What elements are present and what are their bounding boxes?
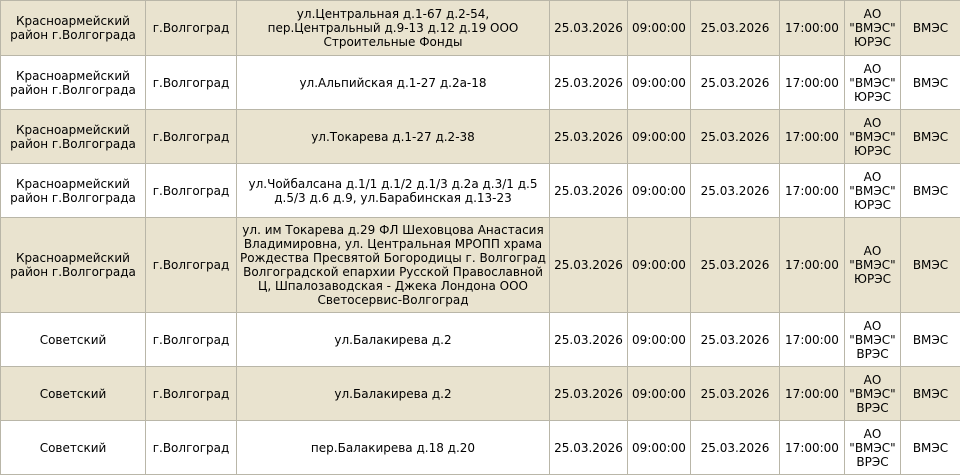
end-date-cell: 25.03.2026 [691, 110, 780, 164]
end-date-cell: 25.03.2026 [691, 218, 780, 313]
org-cell: АО "ВМЭС" ЮРЭС [845, 1, 901, 56]
end-time-cell: 17:00:00 [780, 313, 845, 367]
company-cell: ВМЭС [901, 164, 960, 218]
end-time-cell: 17:00:00 [780, 218, 845, 313]
city-cell: г.Волгоград [146, 367, 237, 421]
address-cell: ул.Балакирева д.2 [237, 367, 550, 421]
org-cell: АО "ВМЭС" ВРЭС [845, 421, 901, 475]
company-cell: ВМЭС [901, 218, 960, 313]
address-cell: ул.Балакирева д.2 [237, 313, 550, 367]
org-cell: АО "ВМЭС" ВРЭС [845, 313, 901, 367]
start-date-cell: 25.03.2026 [550, 218, 628, 313]
district-cell: Красноармейский район г.Волгограда [1, 1, 146, 56]
city-cell: г.Волгоград [146, 56, 237, 110]
end-time-cell: 17:00:00 [780, 110, 845, 164]
address-cell: ул. им Токарева д.29 ФЛ Шеховцова Анастасия Владимировна, ул. Центральная МРОПП храма Рождества Пресвятой Богородицы г. Волгоград Волгоградской епархии Русской Православной Ц, Шпалозаводская - Джека Лондона ООО Светосервис-Волгоград [237, 218, 550, 313]
end-time-cell: 17:00:00 [780, 164, 845, 218]
address-cell: ул.Центральная д.1-67 д.2-54, пер.Центральный д.9-13 д.12 д.19 ООО Строительные Фонды [237, 1, 550, 56]
end-date-cell: 25.03.2026 [691, 367, 780, 421]
district-cell: Красноармейский район г.Волгограда [1, 218, 146, 313]
end-time-cell: 17:00:00 [780, 421, 845, 475]
address-cell: пер.Балакирева д.18 д.20 [237, 421, 550, 475]
end-time-cell: 17:00:00 [780, 56, 845, 110]
start-date-cell: 25.03.2026 [550, 313, 628, 367]
company-cell: ВМЭС [901, 1, 960, 56]
org-cell: АО "ВМЭС" ВРЭС [845, 367, 901, 421]
end-date-cell: 25.03.2026 [691, 1, 780, 56]
district-cell: Красноармейский район г.Волгограда [1, 164, 146, 218]
table-row [1, 56, 960, 110]
end-date-cell: 25.03.2026 [691, 421, 780, 475]
start-time-cell: 09:00:00 [628, 164, 691, 218]
org-cell: АО "ВМЭС" ЮРЭС [845, 56, 901, 110]
start-time-cell: 09:00:00 [628, 1, 691, 56]
start-date-cell: 25.03.2026 [550, 56, 628, 110]
org-cell: АО "ВМЭС" ЮРЭС [845, 110, 901, 164]
table-row [1, 110, 960, 164]
district-cell: Советский [1, 367, 146, 421]
company-cell: ВМЭС [901, 56, 960, 110]
company-cell: ВМЭС [901, 421, 960, 475]
city-cell: г.Волгоград [146, 1, 237, 56]
city-cell: г.Волгоград [146, 421, 237, 475]
start-time-cell: 09:00:00 [628, 110, 691, 164]
address-cell: ул.Токарева д.1-27 д.2-38 [237, 110, 550, 164]
end-time-cell: 17:00:00 [780, 1, 845, 56]
district-cell: Красноармейский район г.Волгограда [1, 110, 146, 164]
table-row [1, 164, 960, 218]
table-row [1, 313, 960, 367]
district-cell: Советский [1, 421, 146, 475]
address-cell: ул.Альпийская д.1-27 д.2а-18 [237, 56, 550, 110]
city-cell: г.Волгоград [146, 218, 237, 313]
org-cell: АО "ВМЭС" ЮРЭС [845, 164, 901, 218]
start-date-cell: 25.03.2026 [550, 421, 628, 475]
city-cell: г.Волгоград [146, 313, 237, 367]
table-row [1, 367, 960, 421]
start-time-cell: 09:00:00 [628, 313, 691, 367]
start-time-cell: 09:00:00 [628, 56, 691, 110]
start-date-cell: 25.03.2026 [550, 367, 628, 421]
org-cell: АО "ВМЭС" ЮРЭС [845, 218, 901, 313]
end-date-cell: 25.03.2026 [691, 313, 780, 367]
start-date-cell: 25.03.2026 [550, 1, 628, 56]
district-cell: Советский [1, 313, 146, 367]
city-cell: г.Волгоград [146, 164, 237, 218]
table-row [1, 1, 960, 56]
table-row [1, 218, 960, 313]
city-cell: г.Волгоград [146, 110, 237, 164]
end-date-cell: 25.03.2026 [691, 164, 780, 218]
district-cell: Красноармейский район г.Волгограда [1, 56, 146, 110]
start-time-cell: 09:00:00 [628, 421, 691, 475]
company-cell: ВМЭС [901, 313, 960, 367]
table-row [1, 421, 960, 475]
address-cell: ул.Чойбалсана д.1/1 д.1/2 д.1/3 д.2а д.3/1 д.5 д.5/3 д.6 д.9, ул.Барабинская д.13-23 [237, 164, 550, 218]
start-date-cell: 25.03.2026 [550, 164, 628, 218]
start-date-cell: 25.03.2026 [550, 110, 628, 164]
company-cell: ВМЭС [901, 367, 960, 421]
end-time-cell: 17:00:00 [780, 367, 845, 421]
company-cell: ВМЭС [901, 110, 960, 164]
end-date-cell: 25.03.2026 [691, 56, 780, 110]
start-time-cell: 09:00:00 [628, 367, 691, 421]
start-time-cell: 09:00:00 [628, 218, 691, 313]
